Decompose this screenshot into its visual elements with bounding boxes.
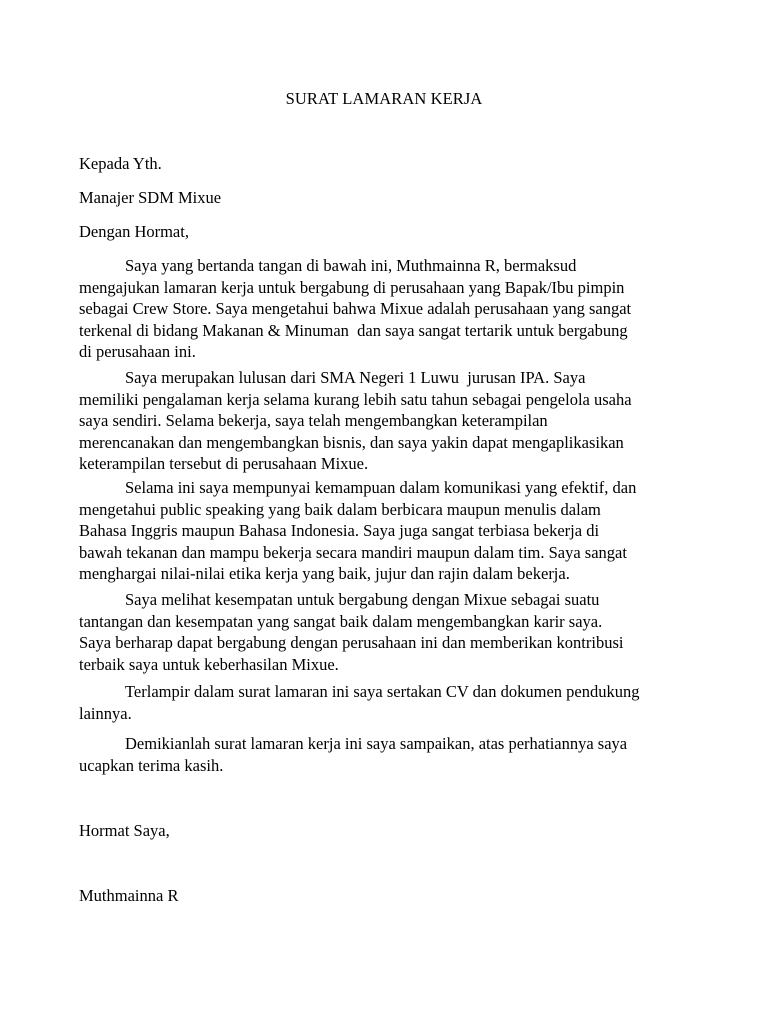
signatory-name: Muthmainna R bbox=[79, 886, 179, 905]
paragraph-line: Saya melihat kesempatan untuk bergabung dengan Mixue sebagai suatu bbox=[125, 590, 600, 609]
salutation: Dengan Hormat, bbox=[79, 222, 189, 241]
paragraph-line: Demikianlah surat lamaran kerja ini saya sampaikan, atas perhatiannya saya bbox=[125, 734, 628, 753]
paragraph-line: Terlampir dalam surat lamaran ini saya sertakan CV dan dokumen pendukung bbox=[125, 682, 640, 701]
paragraph-line: mengetahui public speaking yang baik dalam berbicara maupun menulis dalam bbox=[79, 499, 601, 519]
paragraph-skills bbox=[79, 477, 719, 585]
recipient-line-2: Manajer SDM Mixue bbox=[79, 188, 222, 207]
paragraph-line: terkenal di bidang Makanan & Minuman dan saya sangat tertarik untuk bergabung bbox=[79, 320, 628, 340]
paragraph-intro bbox=[79, 255, 719, 363]
paragraph-line: tantangan dan kesempatan yang sangat baik dalam mengembangkan karir saya. bbox=[79, 611, 603, 631]
paragraph-line: bawah tekanan dan mampu bekerja secara mandiri maupun dalam tim. Saya sangat bbox=[79, 542, 627, 562]
paragraph-line: menghargai nilai-nilai etika kerja yang baik, jujur dan rajin dalam bekerja. bbox=[79, 564, 570, 583]
paragraph-line: merencanakan dan mengembangkan bisnis, dan saya yakin dapat mengaplikasikan bbox=[79, 432, 624, 452]
paragraph-line: terbaik saya untuk keberhasilan Mixue. bbox=[79, 654, 339, 674]
paragraph-line: sebagai Crew Store. Saya mengetahui bahwa Mixue adalah perusahaan yang sangat bbox=[79, 299, 632, 318]
paragraph-line: lainnya. bbox=[79, 703, 132, 723]
paragraph-line: Saya berharap dapat bergabung dengan perusahaan ini dan memberikan kontribusi bbox=[79, 633, 624, 652]
paragraph-line: saya sendiri. Selama bekerja, saya telah mengembangkan keterampilan bbox=[79, 411, 548, 430]
paragraph-line: memiliki pengalaman kerja selama kurang lebih satu tahun sebagai pengelola usaha bbox=[79, 389, 632, 409]
paragraph-line: Saya merupakan lulusan dari SMA Negeri 1 Luwu jurusan IPA. Saya bbox=[125, 368, 586, 387]
paragraph-line: Saya yang bertanda tangan di bawah ini, Muthmainna R, bermaksud bbox=[125, 256, 577, 275]
closing-greeting: Hormat Saya, bbox=[79, 821, 170, 840]
paragraph-line: ucapkan terima kasih. bbox=[79, 755, 224, 775]
paragraph-line: Selama ini saya mempunyai kemampuan dalam komunikasi yang efektif, dan bbox=[125, 478, 637, 497]
paragraph-line: di perusahaan ini. bbox=[79, 342, 196, 361]
paragraph-line: Bahasa Inggris maupun Bahasa Indonesia. Saya juga sangat terbiasa bekerja di bbox=[79, 521, 600, 540]
paragraph-motivation bbox=[79, 589, 719, 675]
paragraph-closing bbox=[79, 733, 719, 776]
paragraph-education bbox=[79, 367, 719, 475]
recipient-line-1: Kepada Yth. bbox=[79, 154, 162, 173]
letter-title: SURAT LAMARAN KERJA bbox=[285, 89, 483, 108]
paragraph-line: keterampilan tersebut di perusahaan Mixue. bbox=[79, 454, 369, 473]
paragraph-line: mengajukan lamaran kerja untuk bergabung di perusahaan yang Bapak/Ibu pimpin bbox=[79, 277, 625, 297]
paragraph-attachments bbox=[79, 681, 719, 724]
